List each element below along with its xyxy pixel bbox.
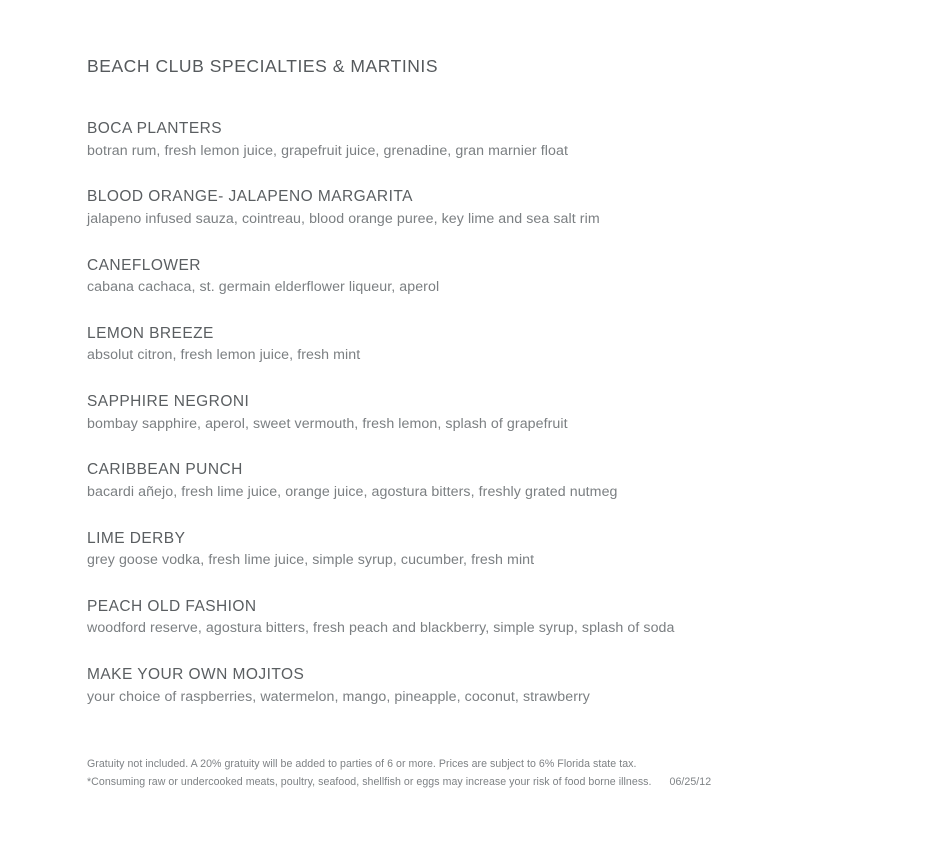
menu-item-description: woodford reserve, agostura bitters, fresh peach and blackberry, simple syrup, splash of soda	[87, 620, 675, 637]
gratuity-notice: Gratuity not included. A 20% gratuity will be added to parties of 6 or more. Prices are subject to 6% Florida state tax.	[87, 758, 637, 770]
menu-item	[87, 528, 856, 572]
menu-item	[87, 459, 856, 503]
menu-item-list	[87, 118, 856, 708]
menu-item-name: LIME DERBY	[87, 529, 186, 547]
menu-item-description: cabana cachaca, st. germain elderflower liqueur, aperol	[87, 279, 440, 296]
menu-item-name: CANEFLOWER	[87, 256, 201, 274]
menu-item	[87, 255, 856, 299]
menu-item-description: bombay sapphire, aperol, sweet vermouth, fresh lemon, splash of grapefruit	[87, 415, 568, 432]
menu-item	[87, 664, 856, 708]
menu-item	[87, 391, 856, 435]
menu-item-name: PEACH OLD FASHION	[87, 597, 257, 615]
menu-date: 06/25/12	[669, 776, 712, 789]
footer-notices	[87, 755, 711, 791]
menu-item-description: your choice of raspberries, watermelon, mango, pineapple, coconut, strawberry	[87, 688, 590, 705]
menu-item-name: BLOOD ORANGE- JALAPENO MARGARITA	[87, 188, 413, 206]
menu-item-description: absolut citron, fresh lemon juice, fresh mint	[87, 347, 361, 364]
menu-item-description: jalapeno infused sauza, cointreau, blood orange puree, key lime and sea salt rim	[87, 210, 600, 227]
page-title: BEACH CLUB SPECIALTIES & MARTINIS	[87, 56, 439, 76]
menu-item-description: bacardi añejo, fresh lime juice, orange juice, agostura bitters, freshly grated nutmeg	[87, 483, 618, 500]
menu-item-name: MAKE YOUR OWN MOJITOS	[87, 666, 305, 684]
menu-item	[87, 118, 856, 162]
menu-item	[87, 186, 856, 230]
menu-item-name: SAPPHIRE NEGRONI	[87, 393, 250, 411]
menu-item	[87, 323, 856, 367]
health-notice: *Consuming raw or undercooked meats, poultry, seafood, shellfish or eggs may increase your risk of food borne illness.	[87, 776, 652, 789]
menu-item-description: botran rum, fresh lemon juice, grapefruit juice, grenadine, gran marnier float	[87, 142, 568, 159]
health-notice-row	[87, 773, 711, 791]
menu-item-description: grey goose vodka, fresh lime juice, simple syrup, cucumber, fresh mint	[87, 552, 535, 569]
menu-item-name: CARIBBEAN PUNCH	[87, 461, 243, 479]
menu-item-name: LEMON BREEZE	[87, 324, 214, 342]
menu-item	[87, 596, 856, 640]
menu-item-name: BOCA PLANTERS	[87, 120, 223, 138]
